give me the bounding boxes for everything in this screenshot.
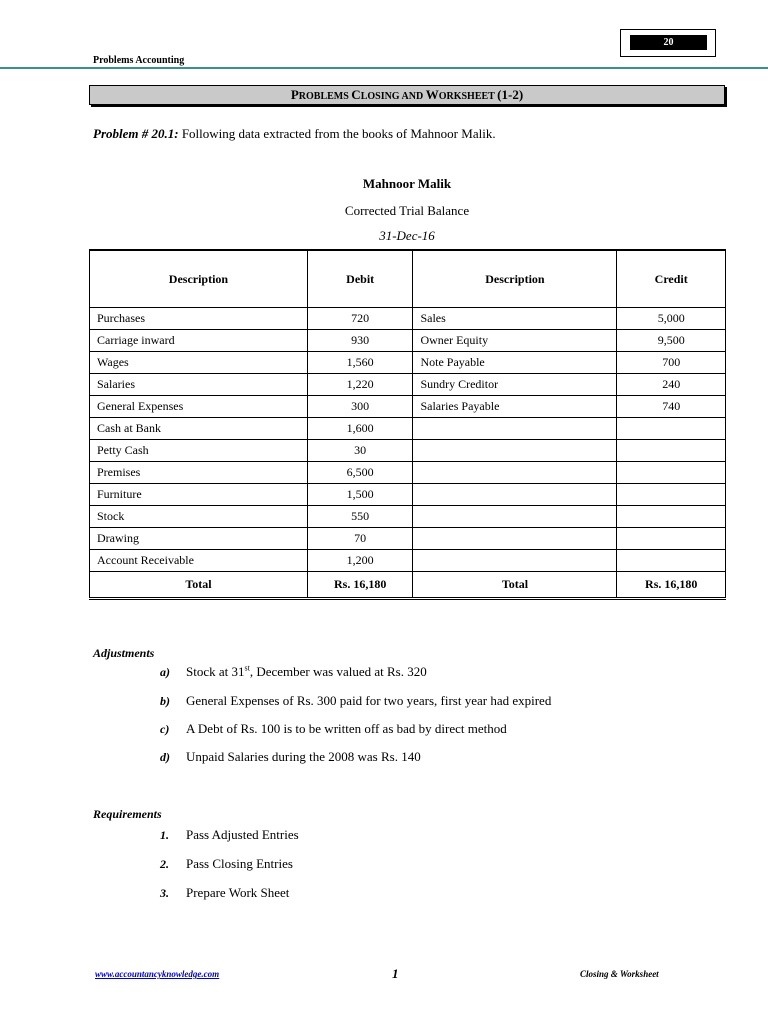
- total-label: Total: [90, 572, 308, 599]
- debit-amount: 930: [307, 330, 413, 352]
- requirement-text: Pass Closing Entries: [186, 856, 293, 871]
- adjustment-marker: c): [160, 722, 170, 736]
- table-row: [90, 550, 726, 572]
- page-number: 1: [392, 966, 399, 981]
- credit-account-name: [413, 462, 617, 484]
- table-row: [90, 440, 726, 462]
- section-title-part: ORKSHEET: [438, 91, 498, 102]
- table-header-row: [90, 250, 726, 308]
- credit-account-name: Sales: [413, 308, 617, 330]
- adjustment-text: [186, 749, 421, 764]
- debit-account-name: Carriage inward: [90, 330, 308, 352]
- total-credit: Rs. 16,180: [617, 572, 726, 599]
- credit-account-name: [413, 418, 617, 440]
- debit-amount: 1,200: [307, 550, 413, 572]
- table-row: [90, 418, 726, 440]
- credit-amount: [617, 418, 726, 440]
- table-row: [90, 528, 726, 550]
- book-title: Problems Accounting: [93, 55, 185, 66]
- requirement-number: 1.: [160, 828, 169, 842]
- adjustment-text-main: Unpaid Salaries during the 2008 was Rs. 140: [186, 749, 421, 764]
- credit-account-name: [413, 484, 617, 506]
- requirement-number: 2.: [160, 857, 169, 871]
- statement-title: Corrected Trial Balance: [344, 203, 470, 218]
- debit-amount: 30: [307, 440, 413, 462]
- credit-account-name: Salaries Payable: [413, 396, 617, 418]
- requirement-text: Prepare Work Sheet: [186, 885, 290, 900]
- credit-amount: [617, 462, 726, 484]
- table-total-row: [90, 572, 726, 599]
- debit-amount: 300: [307, 396, 413, 418]
- section-title-bar: [89, 85, 725, 105]
- table-row: [90, 374, 726, 396]
- requirement-item: [160, 827, 299, 845]
- credit-amount: [617, 506, 726, 528]
- adjustment-text-main: Stock at 31: [186, 664, 245, 680]
- credit-account-name: Note Payable: [413, 352, 617, 374]
- company-name: Mahnoor Malik: [362, 176, 452, 191]
- credit-account-name: [413, 506, 617, 528]
- trial-balance-table: [89, 249, 726, 600]
- header-description-debit: Description: [90, 250, 308, 308]
- debit-account-name: Petty Cash: [90, 440, 308, 462]
- debit-amount: 1,500: [307, 484, 413, 506]
- adjustment-item: [160, 749, 421, 767]
- credit-amount: [617, 440, 726, 462]
- footer-website-link[interactable]: www.accountancyknowledge.com: [95, 969, 220, 979]
- table-row: [90, 352, 726, 374]
- problem-statement: [93, 126, 496, 142]
- problem-label: Problem # 20.1:: [93, 126, 179, 141]
- section-title-part: LOSING AND: [360, 91, 426, 102]
- table-row: [90, 396, 726, 418]
- adjustment-item: [160, 693, 551, 711]
- credit-account-name: [413, 528, 617, 550]
- requirements-heading: Requirements: [93, 807, 162, 821]
- debit-account-name: Furniture: [90, 484, 308, 506]
- table-row: [90, 484, 726, 506]
- table-row: [90, 462, 726, 484]
- credit-account-name: Sundry Creditor: [413, 374, 617, 396]
- debit-account-name: Cash at Bank: [90, 418, 308, 440]
- header-credit: Credit: [617, 250, 726, 308]
- debit-account-name: Stock: [90, 506, 308, 528]
- credit-account-name: Owner Equity: [413, 330, 617, 352]
- adjustment-text-rest: , December was valued at Rs. 320: [249, 664, 427, 680]
- debit-account-name: Account Receivable: [90, 550, 308, 572]
- debit-account-name: Salaries: [90, 374, 308, 396]
- debit-amount: 1,600: [307, 418, 413, 440]
- adjustment-text-main: A Debt of Rs. 100 is to be written off as bad by direct method: [186, 721, 507, 736]
- credit-amount: 740: [617, 396, 726, 418]
- requirement-item: [160, 885, 289, 903]
- adjustment-text: [186, 721, 507, 736]
- requirement-number: 3.: [160, 886, 169, 900]
- debit-amount: 6,500: [307, 462, 413, 484]
- footer-section-name: Closing & Worksheet: [580, 969, 659, 979]
- debit-amount: 1,220: [307, 374, 413, 396]
- debit-account-name: Drawing: [90, 528, 308, 550]
- debit-account-name: General Expenses: [90, 396, 308, 418]
- credit-amount: [617, 484, 726, 506]
- credit-amount: 240: [617, 374, 726, 396]
- credit-amount: [617, 550, 726, 572]
- adjustment-marker: d): [160, 750, 170, 764]
- credit-amount: [617, 528, 726, 550]
- total-debit: Rs. 16,180: [307, 572, 413, 599]
- adjustment-text: [186, 693, 551, 708]
- adjustment-marker: a): [160, 665, 170, 680]
- problem-text: Following data extracted from the books of Mahnoor Malik.: [178, 126, 496, 141]
- table-row: [90, 308, 726, 330]
- credit-account-name: [413, 440, 617, 462]
- header-debit: Debit: [307, 250, 413, 308]
- adjustment-text-superscript: st: [244, 664, 250, 673]
- adjustment-item: [160, 664, 427, 682]
- table-body: [90, 308, 726, 599]
- debit-amount: 720: [307, 308, 413, 330]
- adjustment-item: [160, 721, 507, 739]
- debit-amount: 70: [307, 528, 413, 550]
- credit-amount: 700: [617, 352, 726, 374]
- section-title-initial: C: [351, 87, 361, 102]
- credit-amount: 5,000: [617, 308, 726, 330]
- adjustment-text: [186, 664, 427, 679]
- requirement-item: [160, 856, 293, 874]
- section-title-part: ROBLEMS: [298, 91, 352, 102]
- section-title-initial: W: [425, 87, 439, 102]
- chapter-number-box: [620, 29, 716, 57]
- debit-account-name: Wages: [90, 352, 308, 374]
- debit-amount: 1,560: [307, 352, 413, 374]
- section-title-initial: P: [290, 87, 299, 102]
- debit-amount: 550: [307, 506, 413, 528]
- statement-date: 31-Dec-16: [379, 228, 435, 243]
- adjustment-marker: b): [160, 694, 170, 708]
- table-row: [90, 506, 726, 528]
- section-title-number: (1-2): [497, 87, 524, 102]
- credit-account-name: [413, 550, 617, 572]
- credit-amount: 9,500: [617, 330, 726, 352]
- adjustments-heading: Adjustments: [93, 646, 155, 660]
- debit-account-name: Purchases: [90, 308, 308, 330]
- total-label: Total: [413, 572, 617, 599]
- table-row: [90, 330, 726, 352]
- requirement-text: Pass Adjusted Entries: [186, 827, 299, 842]
- chapter-number: 20: [630, 35, 707, 50]
- adjustment-text-main: General Expenses of Rs. 300 paid for two years, first year had expired: [186, 693, 552, 708]
- debit-account-name: Premises: [90, 462, 308, 484]
- header-divider: [0, 67, 768, 69]
- header-description-credit: Description: [413, 250, 617, 308]
